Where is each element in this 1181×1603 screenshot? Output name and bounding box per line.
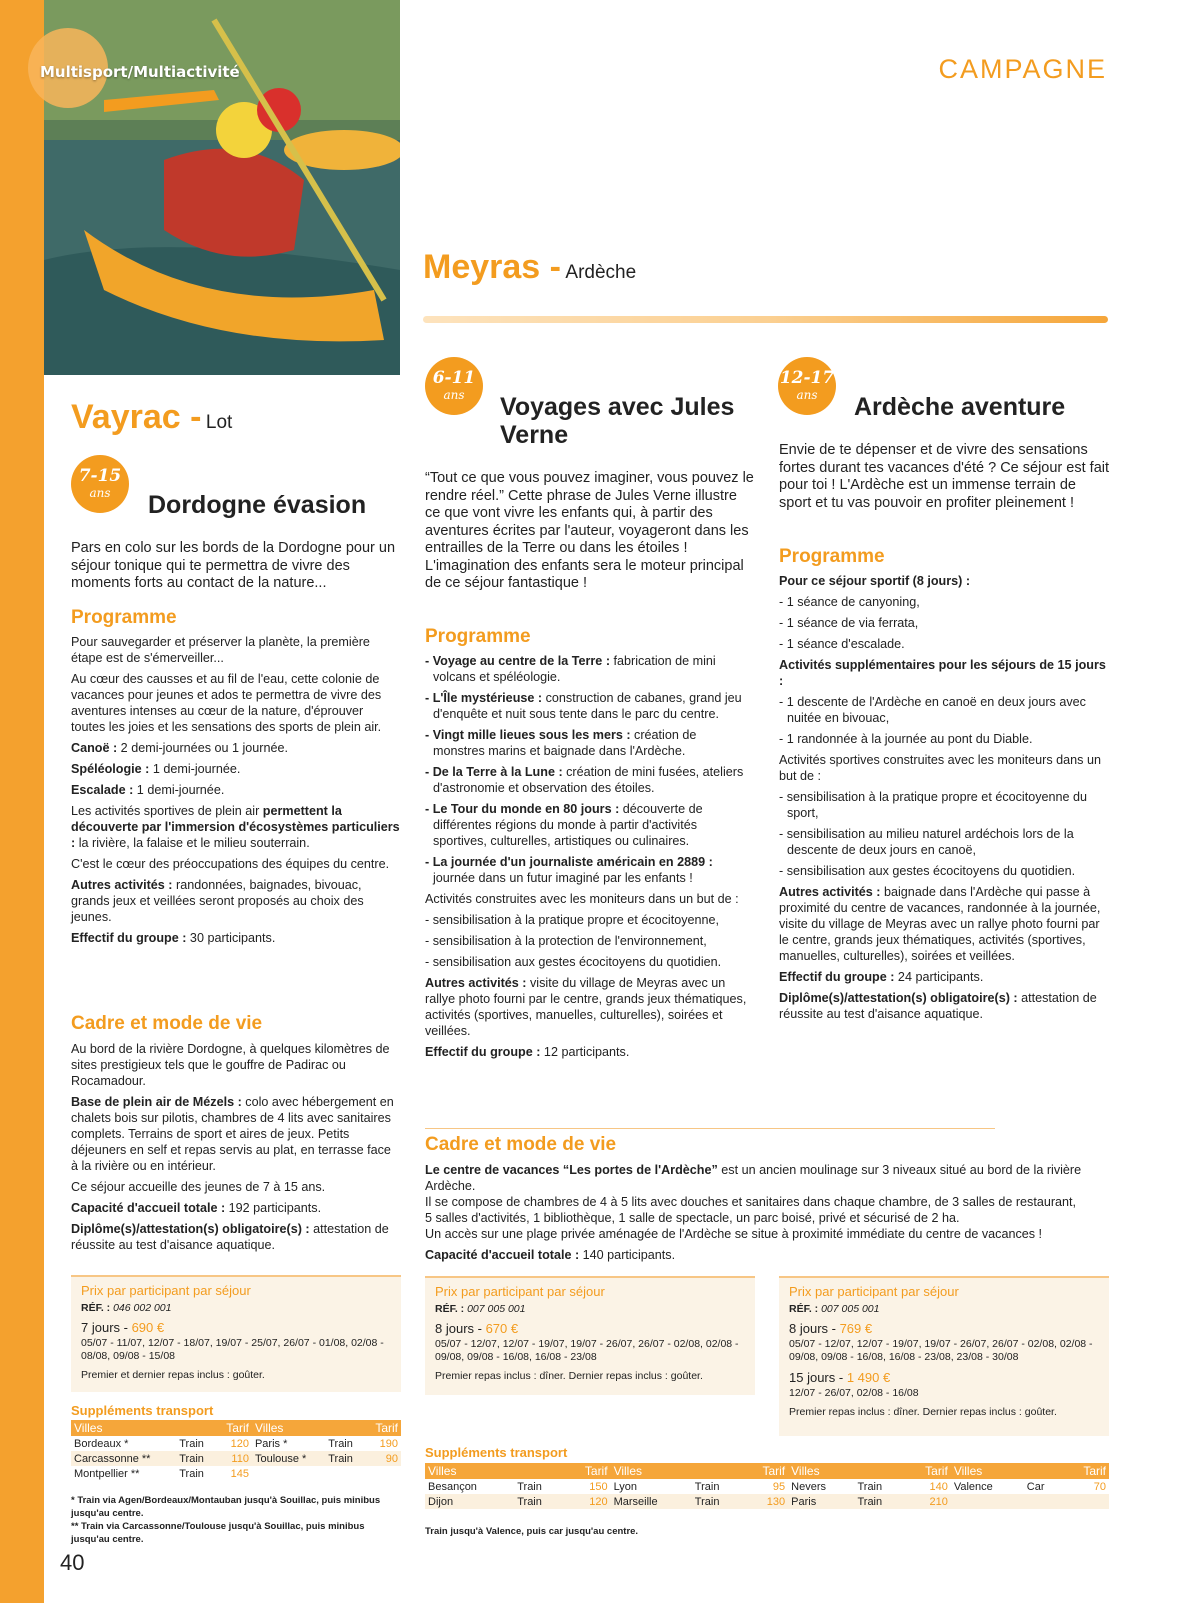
price-duration-2: 15 jours - 1 490 € [789, 1370, 891, 1385]
price-title: Prix par participant par séjour [435, 1284, 605, 1299]
aventure-stay-title: Ardèche aventure [854, 393, 1066, 421]
autres-line: Autres activités : randonnées, baignades, bivouac, grands jeux et veillées seront proposés au choix des jeunes. [71, 878, 364, 924]
list-item: - sensibilisation à la pratique propre et écocitoyenne du sport, [779, 790, 1088, 820]
aventure-programme-heading: Programme [779, 546, 885, 567]
jules-stay-title: Voyages avec Jules Verne [500, 393, 735, 449]
vayrac-cadre [71, 1041, 401, 1258]
price-meal: Premier et dernier repas inclus : goûter. [81, 1369, 265, 1381]
price-ref: RÉF. : 046 002 001 [81, 1302, 172, 1314]
meyras-heading [423, 248, 636, 287]
list-item: - sensibilisation aux gestes écocitoyens du quotidien. [779, 864, 1076, 878]
jules-programme-heading: Programme [425, 626, 531, 647]
aventure-price-box [779, 1276, 1109, 1436]
table-row: Dijon Train 120 Marseille Train 130 Paris Train 210 [425, 1494, 1109, 1509]
paragraph: Un accès sur une plage privée aménagée de l'Ardèche se situe à proximité immédiate du centre de vacances ! [425, 1227, 1043, 1241]
list-item: - sensibilisation aux gestes écocitoyens du quotidien. [425, 955, 722, 969]
vayrac-heading [71, 398, 232, 437]
age-range: 12-17 [779, 368, 835, 388]
list-item: - Voyage au centre de la Terre : fabrication de mini volcans et spéléologie. [425, 654, 716, 684]
meyras-transport-title: Suppléments transport [425, 1445, 568, 1460]
autres-line: Autres activités : visite du village de Meyras avec un rallye photo fourni par le centre, grands jeux thématiques, activités (sportives, manuelles, culturelles), soirées et veillées. [425, 976, 747, 1038]
diplome-line: Diplôme(s)/attestation(s) obligatoire(s) : attestation de réussite au test d'aisance aquatique. [71, 1222, 389, 1252]
vayrac-transport-notes [71, 1494, 401, 1546]
activities-line: Les activités sportives de plein air permettent la découverte par l'immersion d'écosystèmes particuliers : la rivière, la falaise et le milieu souterrain. [71, 804, 400, 850]
age-unit: ans [796, 388, 818, 402]
age-unit: ans [443, 388, 465, 402]
price-duration: 8 jours - 769 € [789, 1321, 873, 1336]
vayrac-place: Vayrac - [71, 398, 202, 436]
effectif-line: Effectif du groupe : 12 participants. [425, 1045, 630, 1059]
list-item: - Le Tour du monde en 80 jours : découverte de différentes régions du monde à partir d'activités sportives, culturelles, artistiques ou culinaires. [425, 802, 703, 848]
meyras-transport-note: Train jusqu'à Valence, puis car jusqu'au centre. [425, 1526, 639, 1537]
col-tarif: Tarif [215, 1420, 252, 1436]
list-item: - 1 séance de canyoning, [779, 595, 920, 609]
meyras-place: Meyras - [423, 248, 561, 286]
list-item: - sensibilisation à la protection de l'environnement, [425, 934, 707, 948]
aventure-age-badge [778, 357, 836, 415]
age-unit: ans [89, 486, 111, 500]
capacite-line: Capacité d'accueil totale : 192 participants. [71, 1201, 322, 1215]
supp-label: Activités supplémentaires pour les séjours de 15 jours : [779, 658, 1106, 688]
autres-line: Autres activités : baignade dans l'Ardèche qui passe à proximité du centre de vacances, randonnée à la journée, visite du village de Meyras avec un rallye photo fourni par le centre, grands jeux thématiques, activités (sportives, manuelles, culturelles), soirées et veillées. [779, 885, 1101, 963]
jules-price-box [425, 1276, 755, 1395]
canoe-line: Canoë : 2 demi-journées ou 1 journée. [71, 741, 289, 755]
heading-divider-bar [423, 316, 1108, 323]
list-item: - 1 descente de l'Ardèche en canoë en deux jours avec nuitée en bivouac, [779, 695, 1086, 725]
vayrac-intro: Pars en colo sur les bords de la Dordogne pour un séjour tonique qui te permettra de vivre des moments forts au contact de la nature... [71, 540, 396, 591]
sportif-label: Pour ce séjour sportif (8 jours) : [779, 574, 971, 588]
paragraph: Pour sauvegarder et préserver la planète, la première étape est de s'émerveiller... [71, 635, 370, 665]
price-dates: 05/07 - 12/07, 12/07 - 19/07, 19/07 - 26/07, 26/07 - 02/08, 02/08 - 09/08, 09/08 - 16/08, 16/08 - 23/08, 23/08 - 30/08 [789, 1338, 1093, 1363]
base-line: Base de plein air de Mézels : colo avec hébergement en chalets bois sur pilotis, chambres de 4 lits avec sanitaires complets. Terrains de sport et aires de jeux. Petits déjeuners en self et repas servis au plat, en terrasse face à la rivière ou en intérieur. [71, 1095, 394, 1173]
meyras-transport-table: Villes Tarif Villes Tarif Villes Tarif Villes Tarif Besançon Train 150 Lyon Train 95 Nevers Train 140 Valence Car 70 Dijon Train 120 Marseille Train 130 Paris Train 210 [425, 1463, 1109, 1509]
paragraph: Il se compose de chambres de 4 à 5 lits avec douches et sanitaires dans chaque chambre, de 3 salles de restaurant, 5 salles d'activités, 1 bibliothèque, 1 salle de spectacle, un parc boisé, privé et sécurisé de 2 ha. [425, 1195, 1077, 1225]
table-row: Bordeaux * Train 120 Paris * Train 190 [74, 1437, 398, 1450]
vayrac-stay-title: Dordogne évasion [148, 491, 367, 519]
diplome-line: Diplôme(s)/attestation(s) obligatoire(s) : attestation de réussite au test d'aisance aquatique. [779, 991, 1097, 1021]
meyras-region: Ardèche [565, 262, 637, 283]
list-item: - sensibilisation à la pratique propre et écocitoyenne, [425, 913, 720, 927]
age-range: 6-11 [432, 368, 476, 388]
meyras-cadre [425, 1162, 1085, 1268]
price-duration: 8 jours - 670 € [435, 1321, 519, 1336]
aventure-intro: Envie de te dépenser et de vivre des sensations fortes durant tes vacances d'été ? Ce séjour est fait pour toi ! L'Ardèche est un immense terrain de sport et tu vas pouvoir en profiter pleinement ! [779, 442, 1110, 511]
age-range: 7-15 [78, 466, 122, 486]
price-meal: Premier repas inclus : dîner. Dernier repas inclus : goûter. [435, 1370, 703, 1382]
price-title: Prix par participant par séjour [789, 1284, 959, 1299]
list-item: - De la Terre à la Lune : création de mini fusées, ateliers d'astronomie et observation des étoiles. [425, 765, 744, 795]
effectif-line: Effectif du groupe : 24 participants. [779, 970, 984, 984]
price-dates: 05/07 - 11/07, 12/07 - 18/07, 19/07 - 25/07, 26/07 - 01/08, 02/08 - 08/08, 09/08 - 15/08 [81, 1337, 384, 1362]
escalade-line: Escalade : 1 demi-journée. [71, 783, 225, 797]
paragraph: C'est le cœur des préoccupations des équipes du centre. [71, 857, 390, 871]
vayrac-price-box [71, 1275, 401, 1392]
meyras-cadre-heading: Cadre et mode de vie [425, 1134, 617, 1155]
aventure-programme [779, 573, 1109, 1027]
left-color-band [0, 0, 44, 1603]
note: * Train via Agen/Bordeaux/Montauban jusqu'à Souillac, puis minibus jusqu'au centre. [71, 1495, 381, 1519]
paragraph: Au bord de la rivière Dordogne, à quelques kilomètres de sites prestigieux tels que le gouffre de Padirac ou Rocamadour. [71, 1042, 390, 1088]
jules-age-badge [425, 357, 483, 415]
price-dates: 05/07 - 12/07, 12/07 - 19/07, 19/07 - 26/07, 26/07 - 02/08, 02/08 - 09/08, 09/08 - 16/08, 16/08 - 23/08 [435, 1338, 739, 1363]
section-title: CAMPAGNE [938, 54, 1107, 84]
price-dates-2: 12/07 - 26/07, 02/08 - 16/08 [789, 1387, 919, 1399]
paragraph: Activités construites avec les moniteurs dans un but de : [425, 892, 739, 906]
vayrac-transport-table [71, 1420, 401, 1481]
list-item: - La journée d'un journaliste américain en 2889 : journée dans un futur imaginé par les enfants ! [425, 855, 713, 885]
vayrac-age-badge [71, 455, 129, 513]
effectif-line: Effectif du groupe : 30 participants. [71, 931, 276, 945]
list-item: - 1 randonnée à la journée au pont du Diable. [779, 732, 1033, 746]
jules-intro: “Tout ce que vous pouvez imaginer, vous pouvez le rendre réel.” Cette phrase de Jules Verne illustre ce que vont vivre les enfants qui, à partir des aventures écrites par l'auteur, voyageront dans les entrailles de la Terre ou dans les étoiles ! L'imagination des enfants sera le moteur principal de ce séjour fantastique ! [425, 470, 754, 591]
col-villes: Villes [252, 1420, 325, 1436]
paragraph: Au cœur des causses et au fil de l'eau, cette colonie de vacances pour jeunes et ados te permettra de vivre des aventures intenses au cœur de la nature, d'éprouver toutes les joies et les sensations des sports de plein air. [71, 672, 382, 734]
table-row: Carcassonne ** Train 110 Toulouse * Train 90 [71, 1451, 401, 1466]
jules-programme [425, 653, 750, 1065]
price-meal: Premier repas inclus : dîner. Dernier repas inclus : goûter. [789, 1406, 1057, 1418]
divider [425, 1128, 995, 1129]
list-item: - sensibilisation au milieu naturel ardéchois lors de la descente de deux jours en canoë, [779, 827, 1074, 857]
list-item: - Vingt mille lieues sous les mers : création de monstres marins et baignade dans l'Ardèche. [425, 728, 697, 758]
price-duration: 7 jours - 690 € [81, 1320, 165, 1335]
price-ref: RÉF. : 007 005 001 [789, 1303, 880, 1315]
category-label: Multisport/Multiactivité [40, 63, 240, 81]
vayrac-cadre-heading: Cadre et mode de vie [71, 1013, 263, 1034]
list-item: - L'Île mystérieuse : construction de cabanes, grand jeu d'enquête et nuit sous tente dans le parc du centre. [425, 691, 742, 721]
note: ** Train via Carcassonne/Toulouse jusqu'à Souillac, puis minibus jusqu'au centre. [71, 1521, 365, 1545]
table-row: Besançon Train 150 Lyon Train 95 Nevers Train 140 Valence Car 70 [428, 1480, 1106, 1493]
capacite-line: Capacité d'accueil totale : 140 participants. [425, 1248, 676, 1262]
page-number: 40 [60, 1550, 85, 1575]
col-villes: Villes [71, 1420, 176, 1436]
price-ref: RÉF. : 007 005 001 [435, 1303, 526, 1315]
vayrac-programme [71, 634, 401, 951]
vayrac-transport-title: Suppléments transport [71, 1403, 214, 1418]
price-title: Prix par participant par séjour [81, 1283, 251, 1298]
table-row: Montpellier ** Train 145 [74, 1467, 249, 1480]
paragraph: Ce séjour accueille des jeunes de 7 à 15 ans. [71, 1180, 326, 1194]
list-item: - 1 séance d'escalade. [779, 637, 905, 651]
list-item: - 1 séance de via ferrata, [779, 616, 919, 630]
vayrac-programme-heading: Programme [71, 607, 177, 628]
vayrac-region: Lot [205, 412, 233, 433]
cadre-line: Le centre de vacances “Les portes de l'Ardèche” est un ancien moulinage sur 3 niveaux situé au bord de la rivière Ardèche. [425, 1163, 1082, 1193]
speleo-line: Spéléologie : 1 demi-journée. [71, 762, 241, 776]
col-tarif: Tarif [364, 1420, 401, 1436]
paragraph: Activités sportives construites avec les moniteurs dans un but de : [779, 753, 1101, 783]
